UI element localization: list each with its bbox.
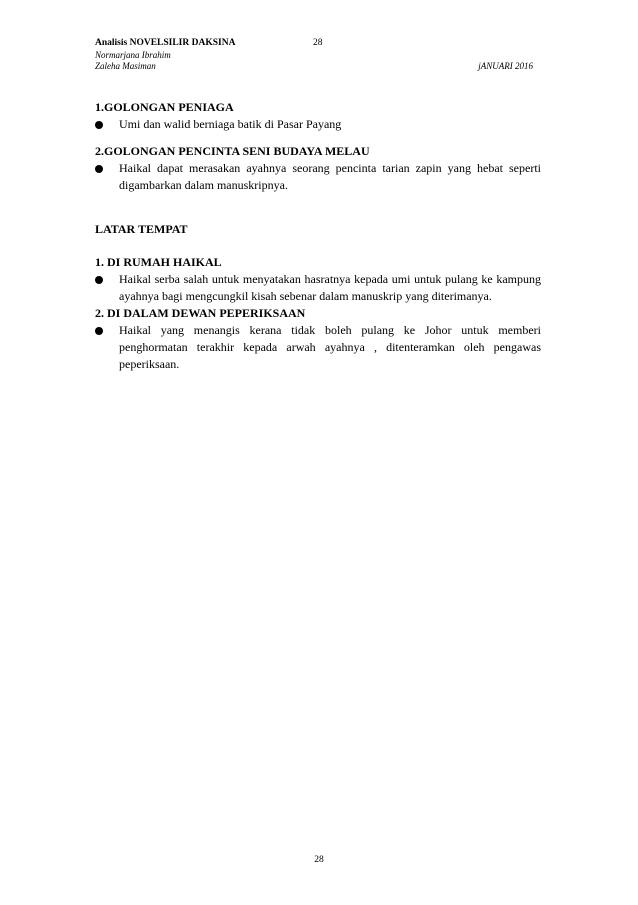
section-heading-latar-tempat: LATAR TEMPAT (95, 222, 188, 236)
bullet-icon (95, 327, 103, 335)
bullet-text: Umi dan walid berniaga batik di Pasar Payang (119, 117, 342, 131)
bullet-text: Haikal yang menangis kerana tidak boleh pulang ke Johor untuk memberi penghormatan terakhir kepada arwah ayahnya , ditenteramkan oleh pengawas peperiksaan. (119, 323, 541, 371)
bullet-icon (95, 276, 103, 284)
section-heading-golongan-pencinta-seni: 2.GOLONGAN PENCINTA SENI BUDAYA MELAU (95, 144, 370, 158)
bullet-item (95, 322, 541, 373)
bullet-text: Haikal dapat merasakan ayahnya seorang pencinta tarian zapin yang hebat seperti digambarkan dalam manuskripnya. (119, 161, 541, 192)
bullet-item (95, 160, 541, 194)
header-author-1: Normarjana Ibrahim (95, 50, 171, 60)
header-title: Analisis NOVELSILIR DAKSINA (95, 38, 236, 48)
section-heading-di-dalam-dewan-peperiksaan: 2. DI DALAM DEWAN PEPERIKSAAN (95, 306, 306, 320)
section-heading-di-rumah-haikal: 1. DI RUMAH HAIKAL (95, 255, 222, 269)
bullet-text: Haikal serba salah untuk menyatakan hasratnya kepada umi untuk pulang ke kampung ayahnya bagi mengcungkil kisah sebenar dalam manuskrip yang diterimanya. (119, 272, 541, 303)
header-date: jANUARI 2016 (478, 61, 533, 71)
bullet-icon (95, 121, 103, 129)
header-page-number: 28 (313, 38, 323, 48)
bullet-icon (95, 165, 103, 173)
header-author-2: Zaleha Masiman (95, 61, 156, 71)
section-heading-golongan-peniaga: 1.GOLONGAN PENIAGA (95, 100, 234, 114)
document-body (95, 99, 541, 373)
footer-page-number: 28 (314, 855, 324, 865)
bullet-item (95, 271, 541, 305)
bullet-item (95, 116, 541, 133)
